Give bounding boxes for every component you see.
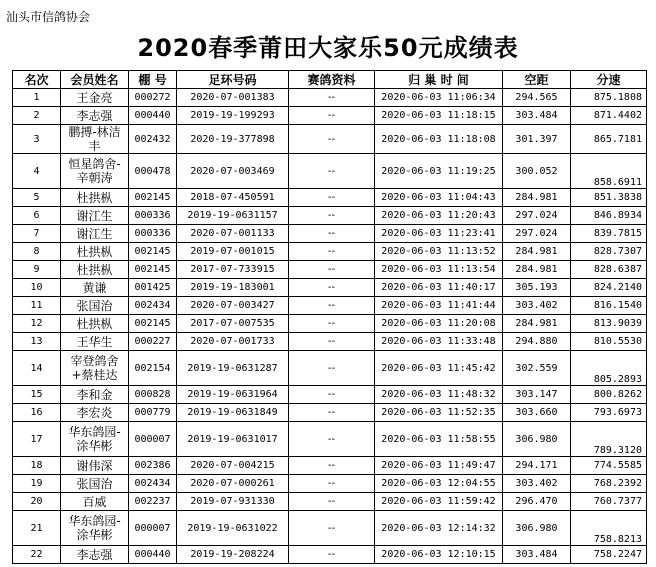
cell-dist: 306.980 (503, 511, 571, 546)
cell-ring: 2019-19-0631022 (177, 511, 289, 546)
cell-shed: 002434 (129, 297, 177, 315)
cell-rank: 4 (13, 154, 61, 189)
table-row (13, 297, 647, 315)
cell-ring: 2020-07-003427 (177, 297, 289, 315)
cell-rank: 14 (13, 351, 61, 386)
cell-name: 恒星鸽舍-辛朝涛 (61, 154, 129, 189)
cell-time: 2020-06-03 11:49:47 (375, 457, 503, 475)
cell-rank: 15 (13, 386, 61, 404)
cell-dist: 297.024 (503, 207, 571, 225)
cell-speed: 774.5585 (571, 457, 647, 475)
cell-info: -- (289, 125, 375, 154)
cell-info: -- (289, 457, 375, 475)
cell-ring: 2020-07-001133 (177, 225, 289, 243)
cell-speed: 758.2247 (571, 546, 647, 564)
table-row (13, 386, 647, 404)
cell-speed: 813.9039 (571, 315, 647, 333)
table-row (13, 475, 647, 493)
cell-name: 华东鸽园-涂华彬 (61, 422, 129, 457)
cell-speed: 865.7181 (571, 125, 647, 154)
cell-info: -- (289, 475, 375, 493)
cell-shed: 000336 (129, 225, 177, 243)
cell-name: 李和金 (61, 386, 129, 404)
header-dist: 空距 (503, 71, 571, 89)
table-row (13, 546, 647, 564)
cell-name: 谢江生 (61, 207, 129, 225)
cell-rank: 11 (13, 297, 61, 315)
cell-shed: 002145 (129, 243, 177, 261)
cell-dist: 302.559 (503, 351, 571, 386)
cell-dist: 300.052 (503, 154, 571, 189)
cell-speed: 760.7377 (571, 493, 647, 511)
cell-ring: 2020-19-377898 (177, 125, 289, 154)
cell-shed: 000227 (129, 333, 177, 351)
cell-ring: 2020-07-000261 (177, 475, 289, 493)
cell-speed: 846.8934 (571, 207, 647, 225)
cell-ring: 2018-07-450591 (177, 189, 289, 207)
cell-dist: 284.981 (503, 189, 571, 207)
cell-dist: 303.484 (503, 546, 571, 564)
table-row (13, 225, 647, 243)
cell-time: 2020-06-03 11:18:08 (375, 125, 503, 154)
cell-name: 宰登鸽舍+蔡桂达 (61, 351, 129, 386)
cell-name: 李志强 (61, 107, 129, 125)
cell-dist: 284.981 (503, 243, 571, 261)
cell-rank: 3 (13, 125, 61, 154)
cell-time: 2020-06-03 12:14:32 (375, 511, 503, 546)
cell-speed: 875.1808 (571, 89, 647, 107)
cell-info: -- (289, 422, 375, 457)
cell-time: 2020-06-03 11:33:48 (375, 333, 503, 351)
cell-ring: 2019-07-001015 (177, 243, 289, 261)
cell-shed: 002145 (129, 315, 177, 333)
cell-name: 王华生 (61, 333, 129, 351)
cell-info: -- (289, 243, 375, 261)
cell-info: -- (289, 261, 375, 279)
table-row (13, 404, 647, 422)
cell-name: 李宏炎 (61, 404, 129, 422)
cell-rank: 20 (13, 493, 61, 511)
cell-time: 2020-06-03 12:04:55 (375, 475, 503, 493)
cell-info: -- (289, 315, 375, 333)
cell-shed: 000007 (129, 422, 177, 457)
cell-shed: 000779 (129, 404, 177, 422)
cell-dist: 303.484 (503, 107, 571, 125)
cell-rank: 2 (13, 107, 61, 125)
cell-time: 2020-06-03 11:58:55 (375, 422, 503, 457)
cell-time: 2020-06-03 11:23:41 (375, 225, 503, 243)
cell-shed: 002432 (129, 125, 177, 154)
cell-ring: 2019-19-0631849 (177, 404, 289, 422)
cell-info: -- (289, 351, 375, 386)
cell-info: -- (289, 189, 375, 207)
cell-info: -- (289, 404, 375, 422)
cell-name: 张国治 (61, 297, 129, 315)
page-title: 2020春季莆田大家乐50元成绩表 (137, 34, 519, 62)
cell-rank: 7 (13, 225, 61, 243)
cell-rank: 6 (13, 207, 61, 225)
table-row (13, 107, 647, 125)
cell-name: 杜拱枞 (61, 243, 129, 261)
cell-time: 2020-06-03 12:10:15 (375, 546, 503, 564)
table-row (13, 493, 647, 511)
cell-shed: 002237 (129, 493, 177, 511)
table-row (13, 457, 647, 475)
cell-name: 谢伟深 (61, 457, 129, 475)
cell-shed: 002434 (129, 475, 177, 493)
cell-dist: 303.147 (503, 386, 571, 404)
table-row (13, 189, 647, 207)
results-table (12, 70, 647, 564)
cell-speed: 758.8213 (571, 511, 647, 546)
cell-name: 张国治 (61, 475, 129, 493)
cell-ring: 2019-19-0631157 (177, 207, 289, 225)
cell-rank: 21 (13, 511, 61, 546)
cell-ring: 2019-07-931330 (177, 493, 289, 511)
table-row (13, 243, 647, 261)
cell-shed: 000272 (129, 89, 177, 107)
header-speed: 分速 (571, 71, 647, 89)
cell-speed: 793.6973 (571, 404, 647, 422)
cell-shed: 002145 (129, 189, 177, 207)
table-row (13, 333, 647, 351)
cell-ring: 2019-19-183001 (177, 279, 289, 297)
cell-info: -- (289, 225, 375, 243)
cell-info: -- (289, 279, 375, 297)
header-name: 会员姓名 (61, 71, 129, 89)
cell-speed: 800.8262 (571, 386, 647, 404)
cell-dist: 305.193 (503, 279, 571, 297)
cell-dist: 303.402 (503, 475, 571, 493)
table-row (13, 422, 647, 457)
cell-rank: 8 (13, 243, 61, 261)
cell-speed: 768.2392 (571, 475, 647, 493)
table-row (13, 125, 647, 154)
cell-name: 杜拱枞 (61, 315, 129, 333)
table-row (13, 261, 647, 279)
cell-info: -- (289, 297, 375, 315)
cell-speed: 858.6911 (571, 154, 647, 189)
table-row (13, 315, 647, 333)
cell-time: 2020-06-03 11:06:34 (375, 89, 503, 107)
cell-name: 王金亮 (61, 89, 129, 107)
cell-time: 2020-06-03 11:59:42 (375, 493, 503, 511)
cell-info: -- (289, 511, 375, 546)
cell-ring: 2017-07-733915 (177, 261, 289, 279)
cell-shed: 000336 (129, 207, 177, 225)
cell-name: 百威 (61, 493, 129, 511)
cell-info: -- (289, 89, 375, 107)
cell-dist: 294.565 (503, 89, 571, 107)
header-rank: 名次 (13, 71, 61, 89)
cell-ring: 2019-19-0631017 (177, 422, 289, 457)
cell-name: 鹏搏-林洁丰 (61, 125, 129, 154)
cell-rank: 1 (13, 89, 61, 107)
cell-speed: 828.6387 (571, 261, 647, 279)
cell-rank: 12 (13, 315, 61, 333)
cell-time: 2020-06-03 11:52:35 (375, 404, 503, 422)
cell-ring: 2019-19-199293 (177, 107, 289, 125)
cell-name: 黄谦 (61, 279, 129, 297)
cell-time: 2020-06-03 11:48:32 (375, 386, 503, 404)
table-row (13, 511, 647, 546)
cell-dist: 296.470 (503, 493, 571, 511)
table-body (13, 89, 647, 564)
cell-shed: 002145 (129, 261, 177, 279)
cell-speed: 851.3838 (571, 189, 647, 207)
cell-time: 2020-06-03 11:13:52 (375, 243, 503, 261)
cell-name: 华东鸽园-涂华彬 (61, 511, 129, 546)
cell-speed: 810.5530 (571, 333, 647, 351)
cell-speed: 816.1540 (571, 297, 647, 315)
header-time: 归 巢 时 间 (375, 71, 503, 89)
cell-speed: 839.7815 (571, 225, 647, 243)
cell-shed: 000478 (129, 154, 177, 189)
cell-time: 2020-06-03 11:18:15 (375, 107, 503, 125)
cell-time: 2020-06-03 11:40:17 (375, 279, 503, 297)
cell-name: 谢江生 (61, 225, 129, 243)
cell-rank: 22 (13, 546, 61, 564)
cell-info: -- (289, 386, 375, 404)
table-row (13, 154, 647, 189)
cell-ring: 2020-07-001383 (177, 89, 289, 107)
cell-time: 2020-06-03 11:41:44 (375, 297, 503, 315)
cell-dist: 306.980 (503, 422, 571, 457)
cell-rank: 9 (13, 261, 61, 279)
cell-ring: 2020-07-004215 (177, 457, 289, 475)
cell-rank: 13 (13, 333, 61, 351)
cell-speed: 828.7307 (571, 243, 647, 261)
cell-time: 2020-06-03 11:20:43 (375, 207, 503, 225)
cell-dist: 303.402 (503, 297, 571, 315)
cell-rank: 19 (13, 475, 61, 493)
cell-time: 2020-06-03 11:04:43 (375, 189, 503, 207)
cell-ring: 2020-07-001733 (177, 333, 289, 351)
cell-dist: 294.171 (503, 457, 571, 475)
cell-info: -- (289, 207, 375, 225)
cell-info: -- (289, 107, 375, 125)
cell-ring: 2017-07-007535 (177, 315, 289, 333)
organization-name: 汕头市信鸽协会 (6, 10, 91, 24)
table-header-row (13, 71, 647, 89)
cell-shed: 001425 (129, 279, 177, 297)
cell-dist: 294.880 (503, 333, 571, 351)
cell-dist: 297.024 (503, 225, 571, 243)
cell-name: 杜拱枞 (61, 189, 129, 207)
table-row (13, 279, 647, 297)
cell-dist: 284.981 (503, 315, 571, 333)
cell-speed: 805.2893 (571, 351, 647, 386)
cell-speed: 824.2140 (571, 279, 647, 297)
cell-shed: 000828 (129, 386, 177, 404)
cell-time: 2020-06-03 11:20:08 (375, 315, 503, 333)
table-row (13, 351, 647, 386)
cell-shed: 000440 (129, 107, 177, 125)
cell-dist: 303.660 (503, 404, 571, 422)
cell-info: -- (289, 493, 375, 511)
cell-ring: 2019-19-0631287 (177, 351, 289, 386)
cell-time: 2020-06-03 11:13:54 (375, 261, 503, 279)
cell-speed: 789.3120 (571, 422, 647, 457)
cell-rank: 16 (13, 404, 61, 422)
cell-rank: 18 (13, 457, 61, 475)
cell-rank: 10 (13, 279, 61, 297)
cell-name: 李志强 (61, 546, 129, 564)
cell-shed: 000007 (129, 511, 177, 546)
cell-dist: 284.981 (503, 261, 571, 279)
cell-speed: 871.4402 (571, 107, 647, 125)
header-info: 赛鸽资料 (289, 71, 375, 89)
cell-dist: 301.397 (503, 125, 571, 154)
cell-time: 2020-06-03 11:19:25 (375, 154, 503, 189)
cell-shed: 002154 (129, 351, 177, 386)
cell-rank: 17 (13, 422, 61, 457)
cell-rank: 5 (13, 189, 61, 207)
cell-ring: 2019-19-208224 (177, 546, 289, 564)
cell-shed: 000440 (129, 546, 177, 564)
cell-info: -- (289, 154, 375, 189)
header-ring: 足环号码 (177, 71, 289, 89)
cell-time: 2020-06-03 11:45:42 (375, 351, 503, 386)
cell-ring: 2019-19-0631964 (177, 386, 289, 404)
cell-shed: 002386 (129, 457, 177, 475)
table-row (13, 207, 647, 225)
cell-info: -- (289, 333, 375, 351)
header-shed: 棚 号 (129, 71, 177, 89)
cell-ring: 2020-07-003469 (177, 154, 289, 189)
table-row (13, 89, 647, 107)
cell-name: 杜拱枞 (61, 261, 129, 279)
cell-info: -- (289, 546, 375, 564)
